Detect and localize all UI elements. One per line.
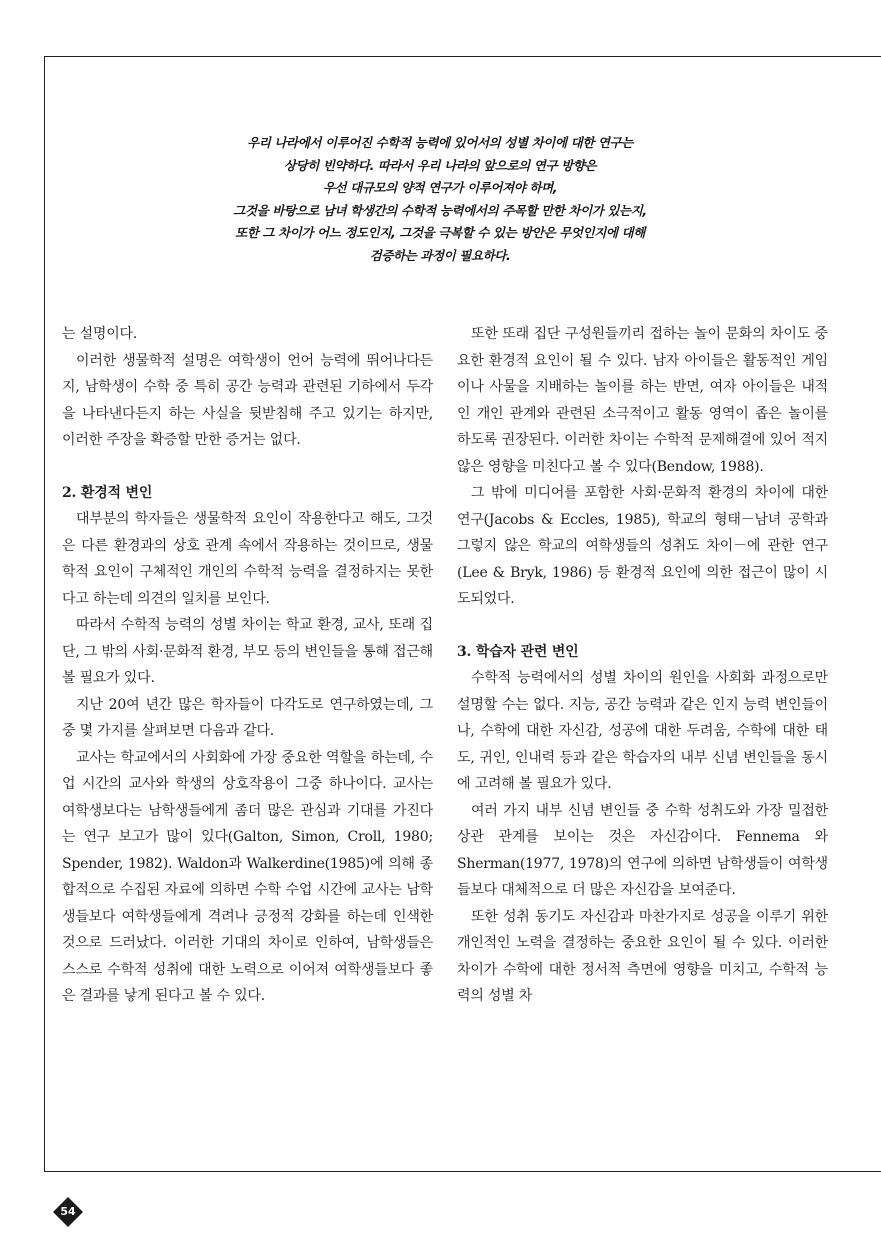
right-column (457, 321, 828, 1010)
pull-quote-line: 또한 그 차이가 어느 정도인지, 그것을 극복할 수 있는 방안은 무엇인지에 대해 (235, 225, 645, 240)
pull-quote-line: 검증하는 과정이 필요하다. (369, 247, 511, 263)
paragraph: 교사는 학교에서의 사회화에 가장 중요한 역할을 하는데, 수업 시간의 교사와 학생의 상호작용이 그중 하나이다. 교사는 여학생보다는 남학생들에게 좀더 많은 관심과 기대를 가진다는 연구 보고가 많이 있다(Galton, Simon, Croll, 1980; Spender, 1982). Waldon과 Walkerdine(1985)에 의해 종합적으로 수집된 자료에 의하면 수학 수업 시간에 교사는 남학생들보다 여학생들에게 격려나 긍정적 강화를 하는데 인색한 것으로 드러났다. 이러한 기대의 차이로 인하여, 남학생들은 스스로 수학적 성취에 대한 노력으로 이어져 여학생들보다 좋은 결과를 낳게 된다고 볼 수 있다. (62, 749, 433, 1004)
paragraph: 이러한 생물학적 설명은 여학생이 언어 능력에 뛰어나다든지, 남학생이 수학 중 특히 공간 능력과 관련된 기하에서 두각을 나타낸다든지 하는 사실을 뒷받침해 주고 있기는 하지만, 이러한 주장을 확증할 만한 증거는 없다. (62, 352, 433, 448)
pull-quote-line: 상당히 빈약하다. 따라서 우리 나라의 앞으로의 연구 방향은 (283, 157, 597, 173)
paragraph: 대부분의 학자들은 생물학적 요인이 작용한다고 해도, 그것은 다른 환경과의 상호 관계 속에서 작용하는 것이므로, 생물학적 요인이 구체적인 개인의 수학적 능력을 결정하지는 못한다고 하는데 의견의 일치를 보인다. (62, 511, 433, 607)
paragraph: 는 설명이다. (62, 326, 138, 342)
paragraph: 수학적 능력에서의 성별 차이의 원인을 사회화 과정으로만 설명할 수는 없다. 지능, 공간 능력과 같은 인지 능력 변인들이나, 수학에 대한 자신감, 성공에 대한 두려움, 수학에 대한 태도, 귀인, 인내력 등과 같은 학습자의 내부 신념 변인들을 동시에 고려해 볼 필요가 있다. (457, 670, 828, 792)
left-column (62, 321, 433, 1010)
pull-quote (160, 132, 720, 267)
pull-quote-line: 우선 대규모의 양적 연구가 이루어져야 하며, (322, 180, 558, 195)
paragraph: 그 밖에 미디어를 포함한 사회·문화적 환경의 차이에 대한 연구(Jacobs & Eccles, 1985), 학교의 형태－남녀 공학과 그렇지 않은 학교의 여학생들의 성취도 차이－에 관한 연구(Lee & Bryk, 1986) 등 환경적 요인에 의한 접근이 많이 시도되었다. (457, 485, 828, 607)
paragraph: 따라서 수학적 능력의 성별 차이는 학교 환경, 교사, 또래 집단, 그 밖의 사회·문화적 환경, 부모 등의 변인들을 통해 접근해 볼 필요가 있다. (62, 617, 433, 686)
paragraph: 지난 20여 년간 많은 학자들이 다각도로 연구하였는데, 그 중 몇 가지를 살펴보면 다음과 같다. (62, 696, 433, 739)
page-number: 54 (60, 1205, 76, 1218)
page-number-badge (52, 1196, 84, 1228)
section-heading: 3. 학습자 관련 변인 (457, 643, 579, 660)
section-heading: 2. 환경적 변인 (62, 484, 153, 501)
pull-quote-line: 우리 나라에서 이루어진 수학적 능력에 있어서의 성별 차이에 대한 연구는 (247, 135, 633, 150)
paragraph: 여러 가지 내부 신념 변인들 중 수학 성취도와 가장 밀접한 상관 관계를 보이는 것은 자신감이다. Fennema 와 Sherman(1977, 1978)의 연구에 의하면 남학생들이 여학생들보다 대체적으로 더 많은 자신감을 보여준다. (457, 802, 828, 898)
paragraph: 또한 성취 동기도 자신감과 마찬가지로 성공을 이루기 위한 개인적인 노력을 결정하는 중요한 요인이 될 수 있다. 이러한 차이가 수학에 대한 정서적 측면에 영향을 미치고, 수학적 능력의 성별 차 (457, 908, 828, 1004)
paragraph: 또한 또래 집단 구성원들끼리 접하는 놀이 문화의 차이도 중요한 환경적 요인이 될 수 있다. 남자 아이들은 활동적인 게임이나 사물을 지배하는 놀이를 하는 반면, 여자 아이들은 내적인 개인 관계와 관련된 소극적이고 활동 영역이 좁은 놀이를 하도록 권장된다. 이러한 차이는 수학적 문제해결에 있어 적지 않은 영향을 미친다고 볼 수 있다(Bendow, 1988). (457, 326, 828, 475)
pull-quote-line: 그것을 바탕으로 남녀 학생간의 수학적 능력에서의 주목할 만한 차이가 있는지, (233, 202, 647, 218)
